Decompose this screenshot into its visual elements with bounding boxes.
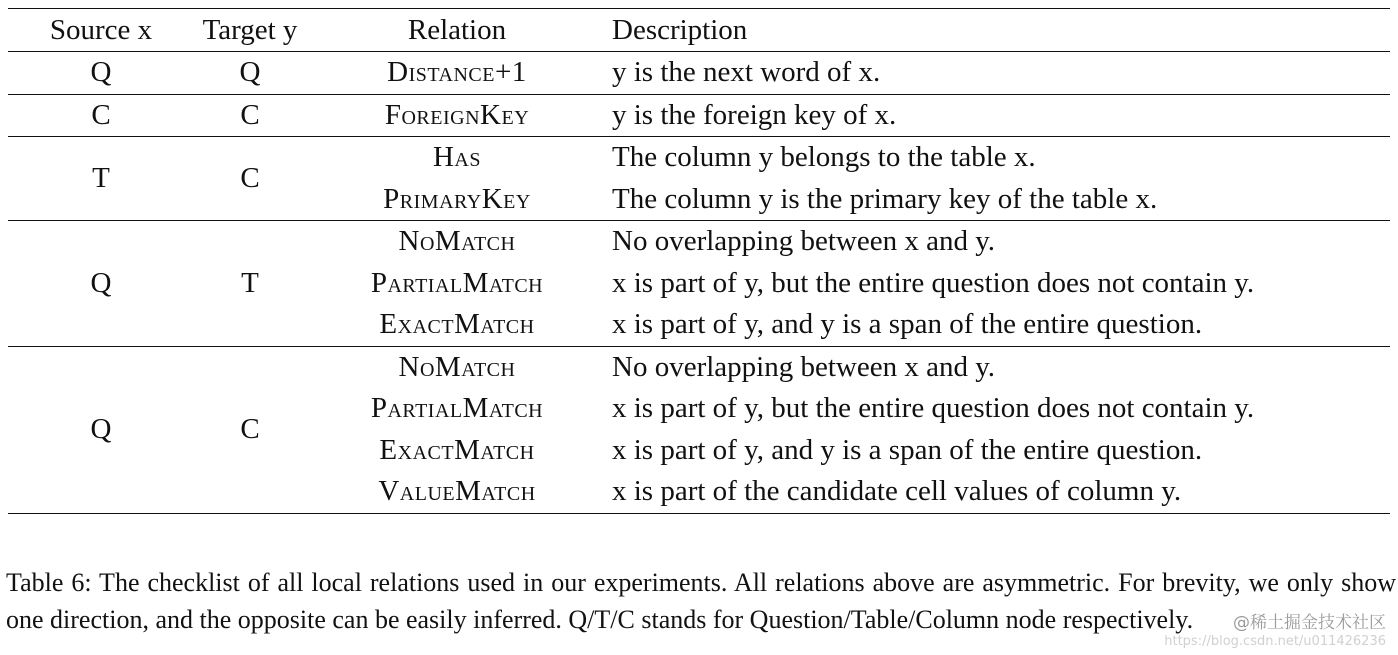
source-cell: C [8,94,194,137]
watermark-url: https://blog.csdn.net/u011426236 [1164,634,1386,649]
target-cell: C [194,94,306,137]
relation-cell: ForeignKey [306,94,608,137]
watermark: @稀土掘金技术社区 [1233,613,1386,633]
description-cell: x is part of the candidate cell values of column y. [608,471,1390,513]
table-row [8,52,1390,95]
source-cell: Q [8,52,194,95]
description-cell: y is the next word of x. [608,52,1390,95]
description-cell: x is part of y, and y is a span of the entire question. [612,433,1203,466]
relation-cell: Has [432,141,481,174]
relation-cell: ExactMatch [306,304,608,346]
target-cell: T [194,221,306,347]
relation-group [8,346,1390,513]
table-row [8,94,1390,137]
description-cell: x is part of y, and y is a span of the entire question. [608,304,1390,346]
description-cell: x is part of y, but the entire question does not contain y. [612,266,1255,299]
source-cell: Q [8,221,194,347]
description-cell: No overlapping between x and y. [612,350,996,383]
relation-cell: Distance+1 [306,52,608,95]
target-cell: C [194,137,306,221]
relation-group [8,94,1390,137]
header-source: Source x [8,9,194,52]
table-row [8,221,1390,263]
relation-cell: ValueMatch [306,471,608,513]
relation-cell: ExactMatch [379,433,535,466]
relations-table [8,8,1390,514]
table-row [8,137,1390,179]
relation-cell: PartialMatch [370,392,544,425]
source-cell: T [8,137,194,221]
relation-group [8,221,1390,347]
relation-cell: PrimaryKey [306,179,608,221]
description-cell: x is part of y, but the entire question does not contain y. [612,392,1255,425]
description-cell: y is the foreign key of x. [608,94,1390,137]
table-row [8,346,1390,388]
header-description: Description [608,9,1390,52]
header-target: Target y [194,9,306,52]
table-caption: Table 6: The checklist of all local relations used in our experiments. All relations above are asymmetric. For brevity, we only show one direction, and the opposite can be easily inferred. Q/T/C stands for Question/Table/Column node respectively. [6,568,1396,634]
relation-cell: NoMatch [398,225,516,258]
description-cell: No overlapping between x and y. [612,225,996,258]
relation-group [8,137,1390,221]
header-relation: Relation [306,9,608,52]
description-cell: The column y belongs to the table x. [612,141,1036,174]
relation-cell: NoMatch [398,350,516,383]
table-header [8,9,1390,52]
description-cell: The column y is the primary key of the table x. [608,179,1390,221]
relation-group [8,52,1390,95]
source-cell: Q [8,346,194,513]
target-cell: C [194,346,306,513]
target-cell: Q [194,52,306,95]
relation-cell: PartialMatch [370,266,544,299]
